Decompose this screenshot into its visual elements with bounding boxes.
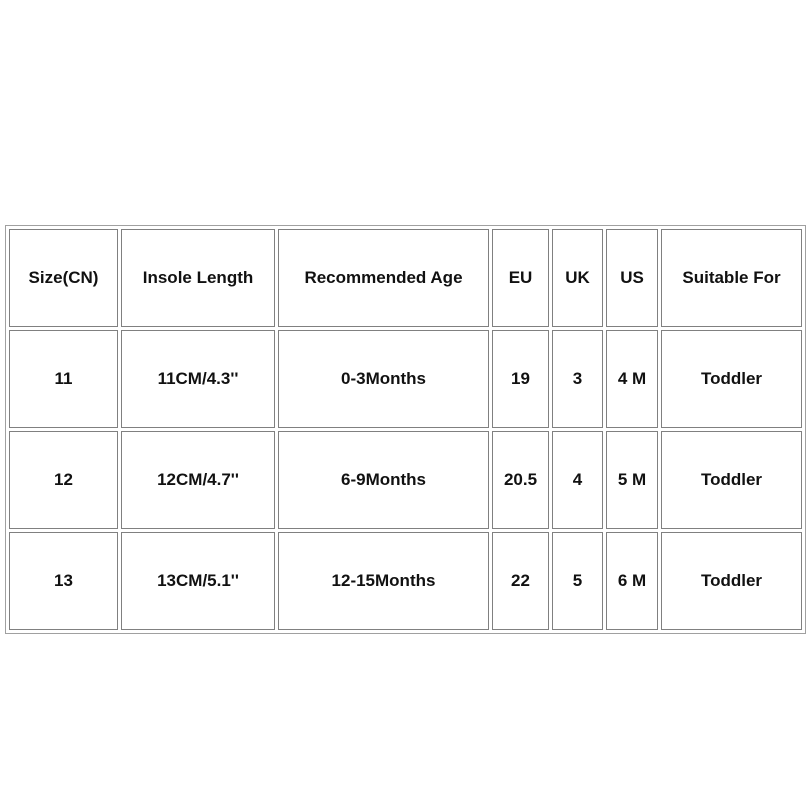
cell-size-cn: 12	[9, 431, 118, 529]
cell-size-cn: 11	[9, 330, 118, 428]
header-suitable-for: Suitable For	[661, 229, 802, 327]
cell-eu: 19	[492, 330, 549, 428]
size-chart-table	[5, 225, 806, 634]
cell-insole-length: 13CM/5.1''	[121, 532, 275, 630]
header-insole-length: Insole Length	[121, 229, 275, 327]
cell-us: 5 M	[606, 431, 658, 529]
table-row	[9, 431, 802, 529]
table-row	[9, 330, 802, 428]
cell-recommended-age: 6-9Months	[278, 431, 489, 529]
cell-suitable-for: Toddler	[661, 431, 802, 529]
table-row	[9, 532, 802, 630]
cell-us: 6 M	[606, 532, 658, 630]
header-uk: UK	[552, 229, 603, 327]
cell-recommended-age: 12-15Months	[278, 532, 489, 630]
header-us: US	[606, 229, 658, 327]
cell-us: 4 M	[606, 330, 658, 428]
cell-suitable-for: Toddler	[661, 330, 802, 428]
cell-eu: 20.5	[492, 431, 549, 529]
header-eu: EU	[492, 229, 549, 327]
header-recommended-age: Recommended Age	[278, 229, 489, 327]
cell-uk: 4	[552, 431, 603, 529]
cell-size-cn: 13	[9, 532, 118, 630]
cell-eu: 22	[492, 532, 549, 630]
cell-uk: 5	[552, 532, 603, 630]
cell-insole-length: 11CM/4.3''	[121, 330, 275, 428]
cell-uk: 3	[552, 330, 603, 428]
cell-insole-length: 12CM/4.7''	[121, 431, 275, 529]
table-header-row	[9, 229, 802, 327]
header-size-cn: Size(CN)	[9, 229, 118, 327]
cell-recommended-age: 0-3Months	[278, 330, 489, 428]
cell-suitable-for: Toddler	[661, 532, 802, 630]
